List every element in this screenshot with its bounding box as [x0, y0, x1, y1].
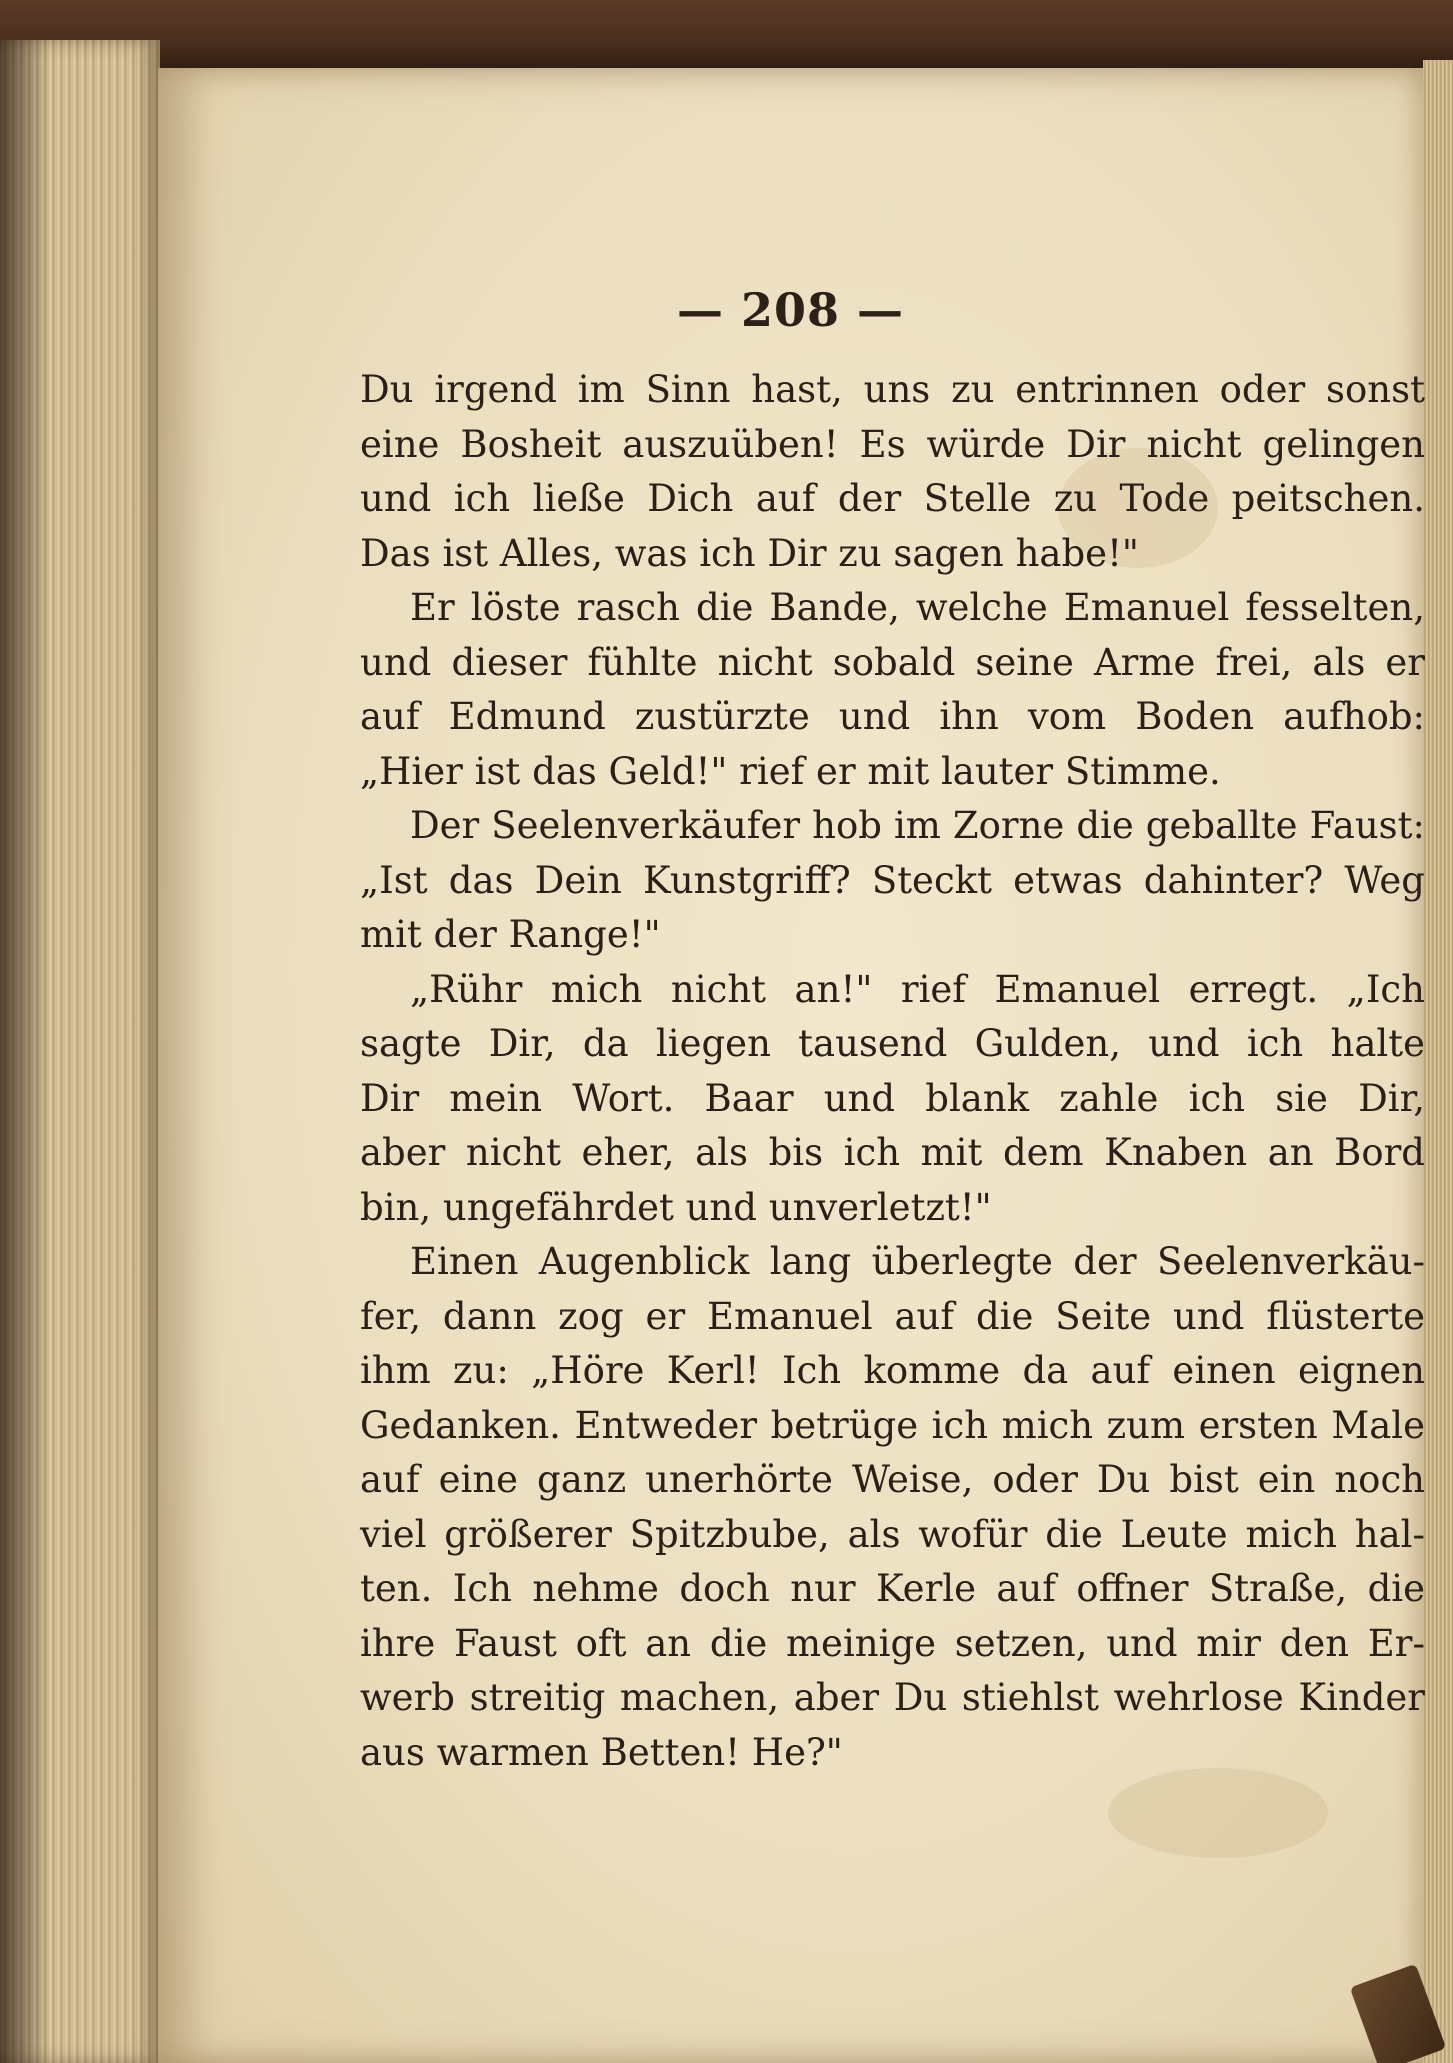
text-line: ihm zu: „Höre Kerl! Ich komme da auf einen eignen: [360, 1349, 1425, 1392]
text-line: „Rühr mich nicht an!" rief Emanuel erregt. „Ich: [410, 967, 1425, 1011]
text-line: aber nicht eher, als bis ich mit dem Knaben an Bord: [360, 1131, 1425, 1174]
text-line: bin, ungefährdet und unverletzt!": [360, 1185, 992, 1229]
text-line: eine Bosheit auszuüben! Es würde Dir nicht gelingen: [360, 422, 1425, 466]
page-number: — 208 —: [676, 283, 905, 337]
text-line: auf eine ganz unerhörte Weise, oder Du bist ein noch: [360, 1458, 1425, 1501]
text-line: Er löste rasch die Bande, welche Emanuel fesselten,: [410, 586, 1425, 629]
page-text: [360, 363, 1425, 1780]
text-line: und dieser fühlte nicht sobald seine Arme frei, als er: [360, 640, 1425, 684]
text-line: „Hier ist das Geld!" rief er mit lauter Stimme.: [360, 749, 1221, 793]
page-edges-right: [1423, 60, 1453, 2063]
text-line: ten. Ich nehme doch nur Kerle auf offner Straße, die: [360, 1567, 1425, 1610]
text-line: Das ist Alles, was ich Dir zu sagen habe!": [360, 531, 1139, 575]
text-line: fer, dann zog er Emanuel auf die Seite und flüsterte: [360, 1294, 1425, 1338]
text-line: werb streitig machen, aber Du stiehlst wehrlose Kinder: [360, 1676, 1425, 1719]
text-line: Gedanken. Entweder betrüge ich mich zum ersten Male: [360, 1403, 1425, 1447]
text-line: sagte Dir, da liegen tausend Gulden, und ich halte: [360, 1022, 1425, 1065]
paper-stain: [1108, 1768, 1328, 1858]
text-line: Einen Augenblick lang überlegte der Seelenverkäu-: [410, 1240, 1425, 1283]
book-cover-edge: [0, 0, 1453, 70]
text-line: Der Seelenverkäufer hob im Zorne die geballte Faust:: [410, 804, 1425, 847]
text-line: „Ist das Dein Kunstgriff? Steckt etwas dahinter? Weg: [360, 858, 1425, 902]
text-line: Dir mein Wort. Baar und blank zahle ich sie Dir,: [360, 1076, 1425, 1120]
book-page: [158, 68, 1423, 2063]
text-line: und ich ließe Dich auf der Stelle zu Tode peitschen.: [360, 477, 1425, 520]
text-line: Du irgend im Sinn hast, uns zu entrinnen oder sonst: [360, 368, 1425, 411]
text-line: auf Edmund zustürzte und ihn vom Boden aufhob:: [360, 695, 1425, 738]
text-line: aus warmen Betten! He?": [360, 1730, 843, 1774]
page-edges-shadow: [0, 40, 50, 2063]
text-line: viel größerer Spitzbube, als wofür die Leute mich hal-: [360, 1512, 1425, 1556]
text-line: ihre Faust oft an die meinige setzen, und mir den Er-: [360, 1621, 1425, 1665]
text-line: mit der Range!": [360, 913, 661, 956]
